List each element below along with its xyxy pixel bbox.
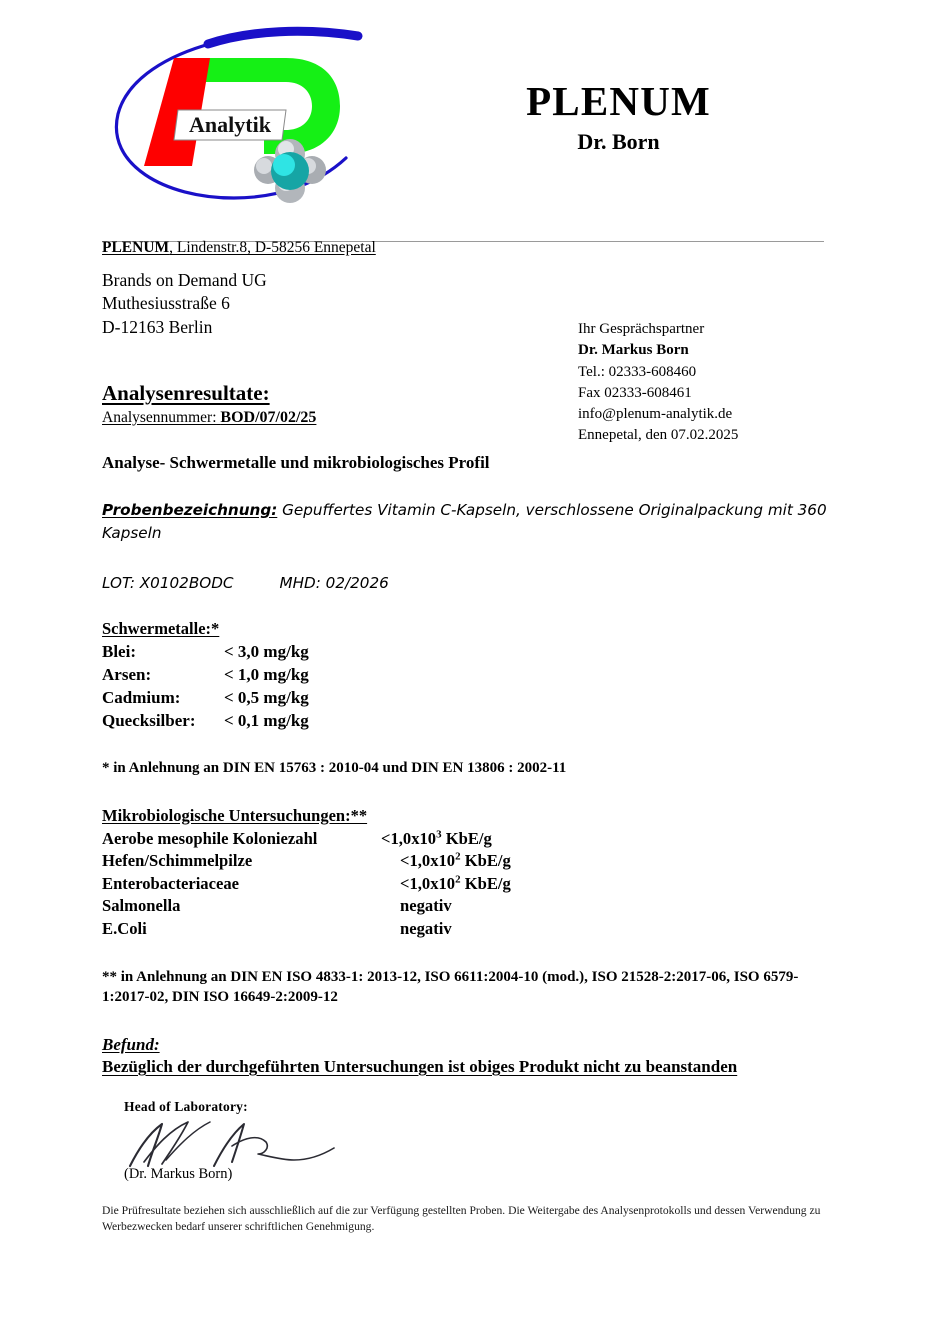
lot-value: LOT: X0102BODC [102, 574, 234, 593]
heavy-metals-footnote: * in Anlehnung an DIN EN 15763 : 2010-04 und DIN EN 13806 : 2002-11 [102, 760, 567, 777]
heavy-metal-name: Quecksilber: [102, 710, 196, 730]
microbiology-row [102, 918, 935, 941]
befund-section [102, 1035, 935, 1077]
heavy-metal-row [102, 710, 935, 733]
contact-name: Dr. Markus Born [578, 342, 689, 359]
microbiology-name: Aerobe mesophile Koloniezahl [102, 828, 318, 848]
letter-body [0, 215, 935, 1235]
exponent: 2 [455, 873, 461, 886]
exponent: 3 [436, 828, 442, 841]
microbiology-name: Enterobacteriaceae [102, 873, 239, 893]
heavy-metal-row [102, 641, 935, 664]
profile-line: Analyse- Schwermetalle und mikrobiologisches Profil [102, 452, 490, 472]
exponent: 2 [455, 850, 461, 863]
logo-wordmark-text: Analytik [189, 112, 271, 137]
heavy-metal-value: < 0,5 mg/kg [224, 687, 309, 707]
microbiology-name: E.Coli [102, 918, 147, 938]
contact-label: Ihr Gesprächspartner [578, 321, 705, 337]
signature-title: Head of Laboratory: [124, 1099, 248, 1115]
heavy-metal-name: Cadmium: [102, 687, 181, 707]
brand-title: PLENUM [526, 78, 711, 124]
heavy-metal-row [102, 664, 935, 687]
logo-wordmark [174, 110, 286, 140]
microbiology-list [102, 828, 935, 941]
handwritten-signature-icon [118, 1116, 348, 1172]
recipient-line-3: D-12163 Berlin [102, 316, 213, 337]
microbiology-row [102, 850, 935, 873]
befund-label: Befund: [102, 1035, 160, 1055]
contact-phone: Tel.: 02333-608460 [578, 363, 697, 380]
recipient-address [102, 269, 935, 339]
recipient-line-1: Brands on Demand UG [102, 270, 267, 290]
brand-subtitle: Dr. Born [577, 129, 660, 155]
heavy-metals-heading: Schwermetalle:* [102, 619, 220, 639]
contact-fax: Fax 02333-608461 [578, 384, 692, 401]
heavy-metal-row [102, 687, 935, 710]
plenum-analytik-logo-icon [100, 18, 372, 218]
microbiology-section [102, 806, 935, 941]
sample-description: Gepuffertes Vitamin C-Kapseln, verschlossene Originalpackung mit 360 Kapseln [102, 500, 827, 542]
signature-block [102, 1099, 935, 1183]
microbiology-value: $<1,0x10^2$ KbE/g [400, 873, 511, 893]
heavy-metal-name: Blei: [102, 642, 136, 662]
microbiology-value: $<1,0x10^2$ KbE/g [400, 850, 511, 871]
microbiology-row [102, 895, 935, 918]
contact-block [578, 319, 738, 447]
analysis-number-value: BOD/07/02/25 [220, 408, 317, 426]
microbiology-footnote: ** in Anlehnung an DIN EN ISO 4833-1: 2013-12, ISO 6611:2004-10 (mod.), ISO 21528-2:2017-06, ISO 6579-1:2017-02, DIN ISO 16649-2:2009-12 [102, 968, 799, 1005]
microbiology-value: negativ [400, 918, 452, 938]
sample-label: Probenbezeichnung: [102, 500, 278, 519]
analysis-number-label: Analysennummer: [102, 408, 217, 426]
analysis-number-line [102, 409, 316, 427]
heavy-metal-name: Arsen: [102, 665, 152, 685]
lot-mhd-line [102, 574, 935, 592]
heavy-metals-section [102, 619, 935, 732]
signature-name: (Dr. Markus Born) [124, 1166, 233, 1183]
heavy-metal-value: < 0,1 mg/kg [224, 710, 309, 730]
sender-address-line [102, 239, 376, 257]
befund-text: Bezüglich der durchgeführten Untersuchungen ist obiges Produkt nicht zu beanstanden [102, 1057, 738, 1077]
heavy-metal-value: < 3,0 mg/kg [224, 642, 309, 662]
letterhead [0, 0, 935, 215]
microbiology-row [102, 828, 935, 851]
microbiology-value: $<1,0x10^3$ KbE/g [381, 828, 492, 848]
brand-block [380, 18, 935, 154]
microbiology-value: negativ [400, 896, 452, 916]
microbiology-name: Hefen/Schimmelpilze [102, 851, 253, 871]
sender-street: , Lindenstr.8, D-58256 Ennepetal [169, 239, 376, 256]
mhd-value: MHD: 02/2026 [279, 574, 389, 593]
heavy-metals-list [102, 641, 935, 732]
company-logo [100, 18, 380, 223]
microbiology-name: Salmonella [102, 896, 181, 916]
heavy-metal-value: < 1,0 mg/kg [224, 665, 309, 685]
contact-place-date: Ennepetal, den 07.02.2025 [578, 427, 739, 444]
disclaimer-text: Die Prüfresultate beziehen sich ausschließlich auf die zur Verfügung gestellten Proben. Die Weitergabe des Analysenprotokolls und dessen Verwendung zu Werbezwecken bedarf unserer schriftlichen Genehmigung. [102, 1204, 821, 1234]
sample-description-block [102, 499, 832, 545]
microbiology-row [102, 873, 935, 896]
recipient-line-2: Muthesiusstraße 6 [102, 293, 230, 314]
microbiology-heading: Mikrobiologische Untersuchungen:** [102, 805, 368, 825]
results-heading: Analysenresultate: [102, 380, 270, 405]
sender-company: PLENUM [102, 239, 170, 256]
contact-email: info@plenum-analytik.de [578, 406, 733, 423]
